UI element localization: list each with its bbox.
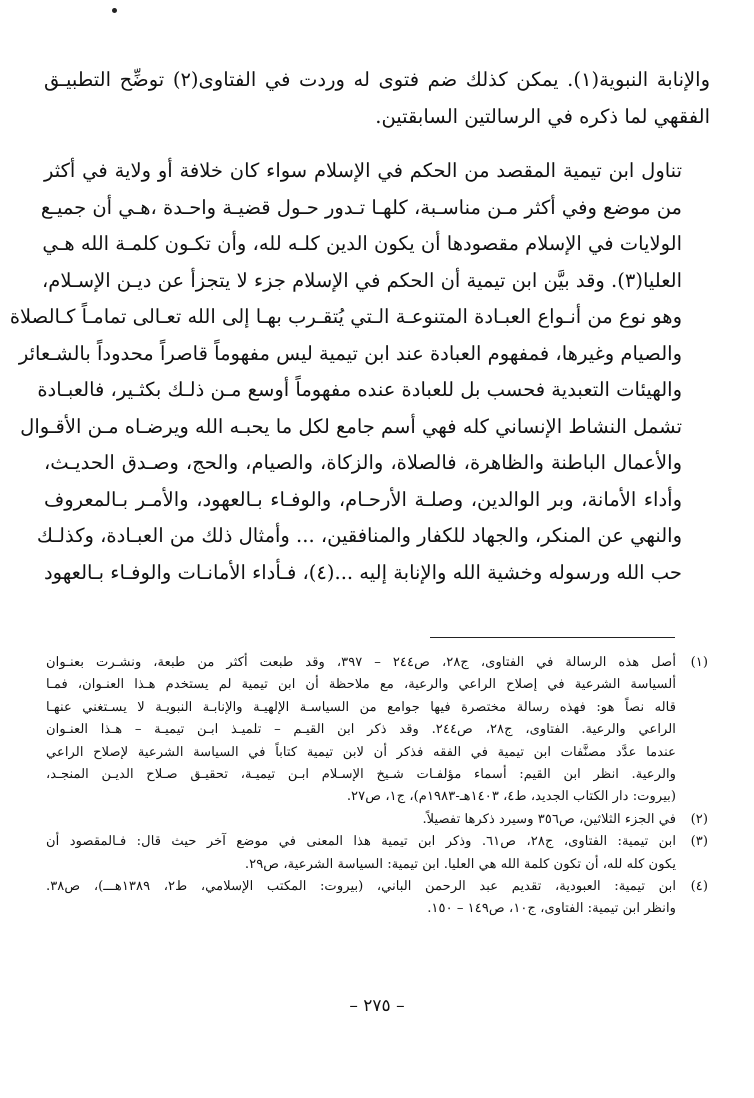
paragraph	[44, 62, 710, 135]
footnote-4	[46, 876, 708, 921]
footnote-3	[46, 831, 708, 876]
page-number: – ٢٧٥ –	[349, 996, 405, 1016]
main-text	[9, 62, 710, 591]
text-line: والإنابة النبوية(١). يمكن كذلك ضم فتوى له وردت في الفتاوى(٢) توضِّح التطبيـق	[44, 68, 710, 91]
text-line: تشمل النشاط الإنساني كله فهي أسم جامع لكل ما يحبـه الله ويرضـاه مـن الأقـوال	[20, 414, 682, 438]
footnote-number: (٤)	[690, 879, 708, 895]
text-line: وهو نوع من أنـواع العبـادة المتنوعـة الـتي يُتقـرب بهـا إلى الله تعـالى تمامـاً كـالصلاة	[9, 305, 682, 328]
footnote-text	[46, 876, 676, 921]
footnote-line: (بيروت: دار الكتاب الجديد، ط٤، ١٤٠٣هـ-١٩٨٣م)، ج١، ص٢٧.	[346, 789, 676, 805]
footnote-text	[46, 831, 676, 876]
footnote-line: وانظر ابن تيمية: الفتاوى، ج١٠، ص١٤٩ – ١٥٠.	[427, 901, 676, 917]
footnote-number: (١)	[690, 655, 708, 670]
footnote-1	[46, 652, 708, 809]
footnote-line: الراعي والرعية. الفتاوى، ج٢٨، ص٢٤٤. وقد ذكر ابن القيـم – تلميـذ ابـن تيميـة – هـذا العنـوان	[46, 722, 676, 738]
scan-mark	[112, 8, 117, 13]
text-line: والهيئات التعبدية فحسب بل للعبادة عنده مفهوماً أوسع مـن ذلـك بكثـير، فالعبـادة	[37, 378, 682, 401]
footnote-separator	[430, 637, 675, 638]
text-line: والصيام وغيرها، فمفهوم العبادة عند ابن تيمية ليس مفهوماً قاصراً محدوداً بالشـعائر	[18, 341, 682, 365]
text-line: حب الله ورسوله وخشية الله والإنابة إليه ...(٤)، فـأداء الأمانـات والوفـاء بـالعهود	[43, 560, 682, 584]
footnote-number: (٣)	[690, 834, 708, 850]
footnote-text	[46, 652, 676, 809]
footnote-2	[46, 809, 708, 831]
footnote-line: يكون كله لله، أن تكون كلمة الله هي العليا. ابن تيمية: السياسة الشرعية، ص٢٩.	[244, 856, 676, 872]
footnote-line: ابن تيمية: العبودية، تقديم عبد الرحمن الباني، (بيروت: المكتب الإسلامي، ط٢، ١٣٨٩هـــ)، ص٣٨.	[46, 879, 676, 895]
footnote-line: ابن تيمية: الفتاوى، ج٢٨، ص٦١. وذكر ابن تيمية هذا المعنى في موضع آخر حيث قال: فـالمقصود أن	[46, 834, 676, 850]
text-line: من موضع وفي أكثر مـن مناسـبة، كلهـا تـدور حـول قضيـة واحـدة ،هـي أن جميـع	[40, 195, 682, 219]
text-line: الفقهي لما ذكره في الرسالتين السابقتين.	[375, 104, 710, 128]
text-line: والنهي عن المنكر، والجهاد للكفار والمنافقين، ... وأمثال ذلك من العبـادة، وكذلـك	[36, 524, 682, 547]
footnote-line: أصل هذه الرسالة في الفتاوى، ج٢٨، ص٢٤٤ – ٣٩٧، وقد طبعت أكثر من طبعة، ونشـرت بعنـوان	[46, 655, 676, 670]
footnote-line: ألسياسة الشرعية في إصلاح الراعي والرعية، مع ملاحظة أن ابن تيمية لم يستخدم هـذا العنـوان، فمـا	[46, 677, 676, 693]
footnote-line: والرعية. انظر ابن القيم: أسماء مؤلفـات شـيخ الإسـلام ابـن تيميـة، تحقيـق صـلاح الديـن المنجـد،	[46, 767, 676, 783]
footnote-line: في الجزء الثلاثين، ص٣٥٦ وسيرد ذكرها تفصيلاً.	[422, 811, 676, 827]
text-line: وأداء الأمانة، وبر الوالدين، وصلـة الأرحـام، والوفـاء بـالعهود، والأمـر بـالمعروف	[44, 487, 682, 511]
paragraph	[9, 153, 710, 591]
footnote-text	[46, 809, 676, 831]
footnote-number: (٢)	[690, 811, 708, 827]
text-line: الولايات في الإسلام مقصودها أن يكون الدين كلـه لله، وأن تكـون كلمـة الله هـي	[42, 232, 682, 255]
footnotes	[46, 652, 708, 921]
text-line: العليا(٣). وقد بيَّن ابن تيمية أن الحكم في الإسلام جزء لا يتجزأ عن ديـن الإسـلام،	[42, 268, 682, 292]
text-line: والأعمال الباطنة والظاهرة، فالصلاة، والزكاة، والصيام، والحج، وصـدق الحديـث،	[44, 451, 682, 474]
footnote-line: عندما عدَّد مصنَّفات ابن تيمية في الفقه فذكر أن لابن تيمية كتاباً في السياسة الشرعية لإصلاح الراعي	[46, 744, 676, 760]
footnote-line: قاله نصاً هو: فهذه رسالة مختصرة فيها جوامع من السياسـة الإلهيـة والإنابـة النبويـة لا يسـتغني عنهـا	[46, 699, 676, 715]
text-line: تناول ابن تيمية المقصد من الحكم في الإسلام سواء كان خلافة أو ولاية في أكثر	[44, 159, 682, 182]
